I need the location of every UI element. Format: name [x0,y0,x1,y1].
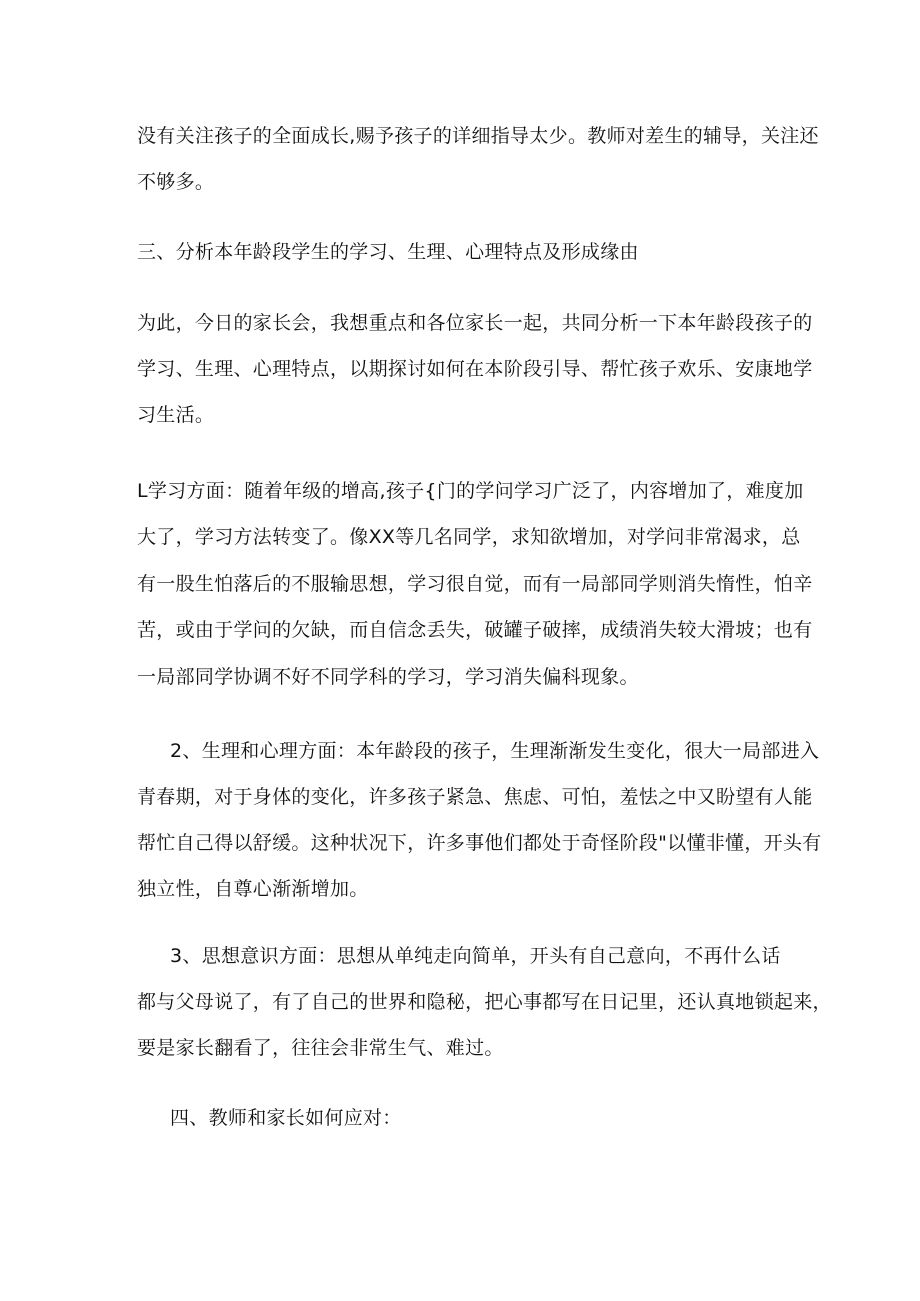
text-line: 苦，或由于学问的欠缺，而自信念丢失，破罐子破摔，成绩消失较大滑坡；也有 [137,619,813,641]
text-line: 独立性，自尊心渐渐增加。 [137,878,369,900]
text-line: 要是家长翻看了，往往会非常生气、难过。 [137,1037,504,1059]
section-heading: 三、分析本年龄段学生的学习、生理、心理特点及形成缘由 [137,241,639,263]
text-line: 青春期，对于身体的变化，许多孩子紧急、焦虑、可怕，羞怯之中又盼望有人能 [137,786,813,808]
text-line: 都与父母说了，有了自己的世界和隐秘，把心事都写在日记里，还认真地锁起来， [137,991,832,1013]
text-line: L学习方面：随着年级的增高,孩子{门的学问学习广泛了，内容增加了，难度加 [137,480,804,502]
text-line: 3、思想意识方面：思想从单纯走向简单，开头有自己意向，不再什么话 [170,945,781,967]
text-line: 有一股生怕落后的不服输思想，学习很自觉，而有一局部同学则消失惰性，怕辛 [137,573,813,595]
section-heading: 四、教师和家长如何应对： [170,1107,402,1129]
text-line: 帮忙自己得以舒缓。这种状况下，许多事他们都处于奇怪阶段"以懂非懂，开头有 [137,832,822,854]
text-line: 习生活。 [137,404,215,426]
text-line: 2、生理和心理方面：本年龄段的孩子，生理渐渐发生变化，很大一局部进入 [170,740,820,762]
text-line: 没有关注孩子的全面成长,赐予孩子的详细指导太少。教师对差生的辅导，关注还 [137,125,819,147]
text-line: 为此，今日的家长会，我想重点和各位家长一起，共同分析一下本年龄段孩子的 [137,312,813,334]
text-line: 不够多。 [137,171,215,193]
text-line: 大了，学习方法转变了。像XX等几名同学，求知欲增加，对学问非常渴求，总 [137,526,801,548]
text-line: 一局部同学协调不好不同学科的学习，学习消失偏科现象。 [137,666,639,688]
text-line: 学习、生理、心理特点，以期探讨如何在本阶段引导、帮忙孩子欢乐、安康地学 [137,358,813,380]
